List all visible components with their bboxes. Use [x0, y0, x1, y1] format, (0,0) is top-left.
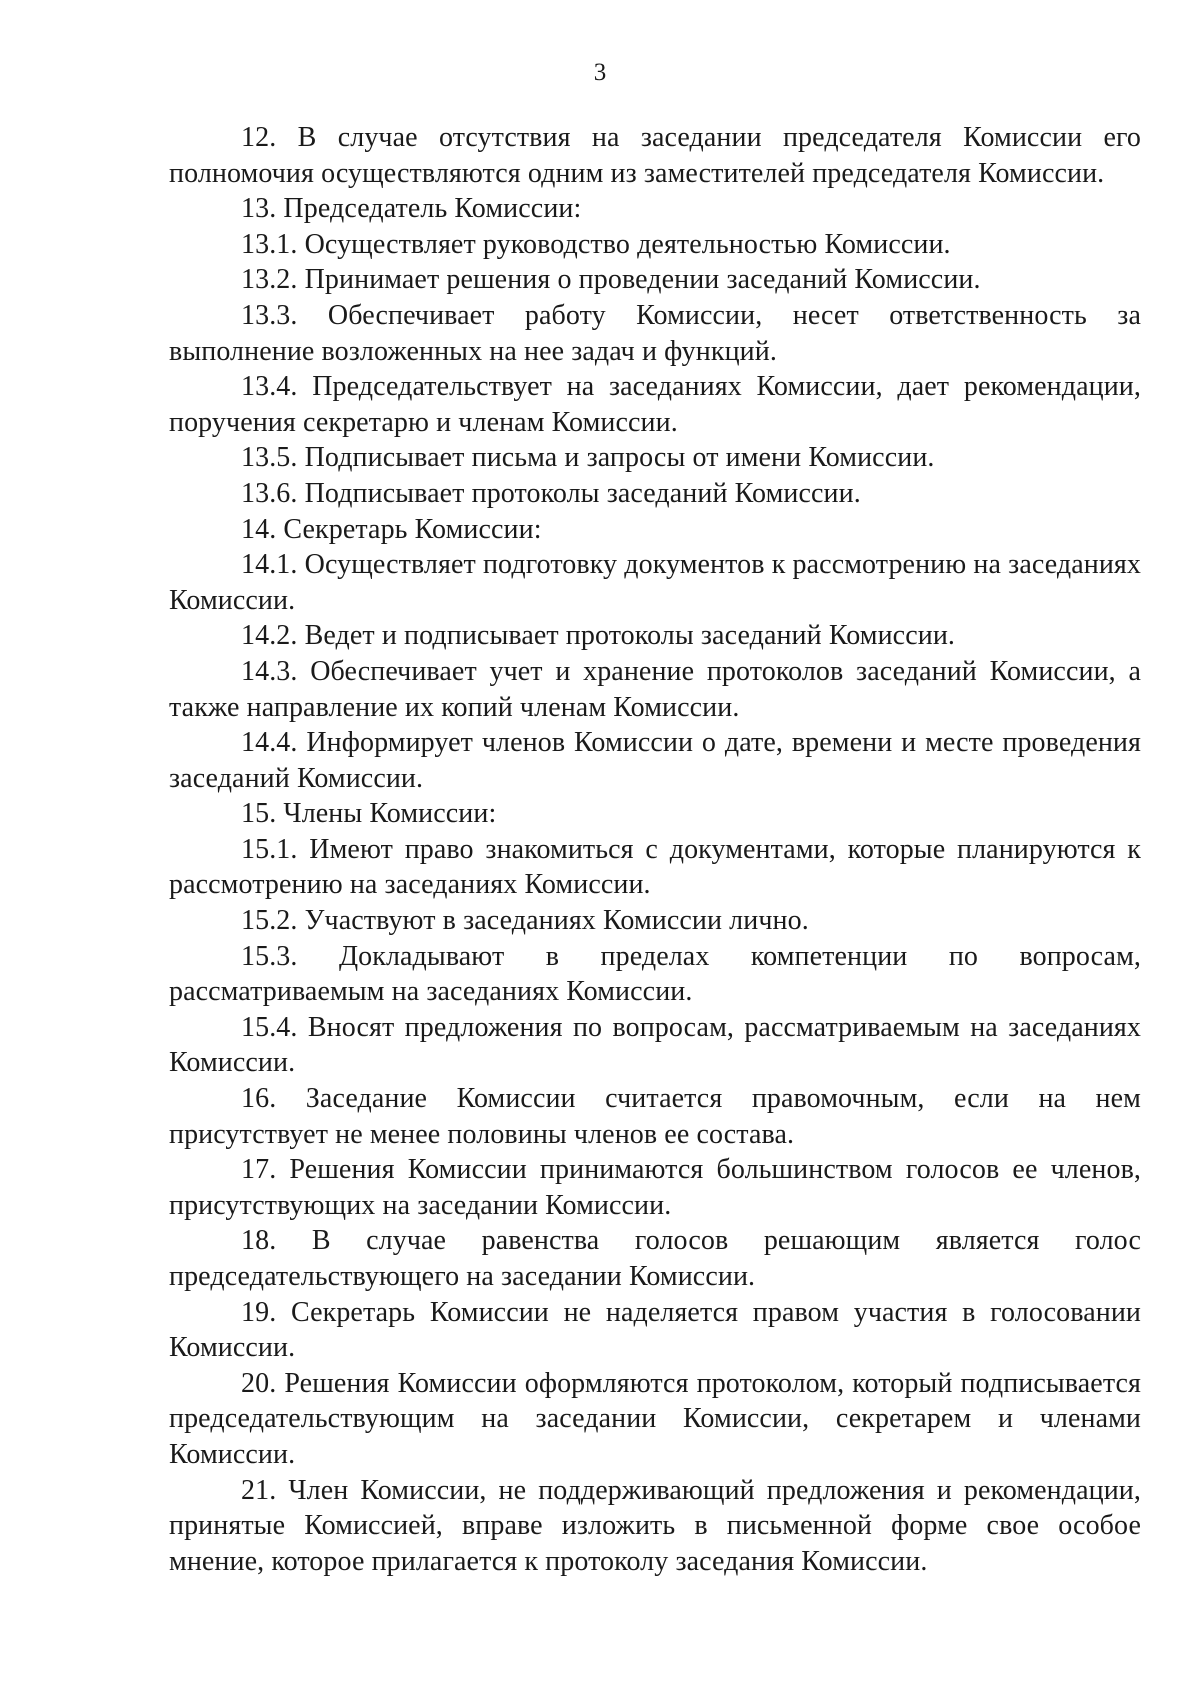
- page-number: 3: [593, 59, 607, 86]
- paragraph-20: 20. Решения Комиссии оформляются протоколом, который подписывается председательствующим на заседании Комиссии, секретарем и членами Комиссии.: [169, 1367, 1141, 1470]
- paragraph-15-2: 15.2. Участвуют в заседаниях Комиссии лично.: [241, 905, 809, 937]
- paragraph-14-2: 14.2. Ведет и подписывает протоколы заседаний Комиссии.: [241, 620, 956, 652]
- paragraph-14-4: 14.4. Информирует членов Комиссии о дате, времени и месте проведения заседаний Комиссии.: [169, 727, 1141, 794]
- paragraph-15-1: 15.1. Имеют право знакомиться с документами, которые планируются к рассмотрению на заседаниях Комиссии.: [169, 833, 1141, 901]
- paragraph-13: 13. Председатель Комиссии:: [241, 193, 582, 225]
- paragraph-15: 15. Члены Комиссии:: [241, 798, 497, 830]
- paragraph-15-3: 15.3. Докладывают в пределах компетенции по вопросам, рассматриваемым на заседаниях Комиссии.: [169, 940, 1141, 1008]
- paragraph-13-1: 13.1. Осуществляет руководство деятельностью Комиссии.: [241, 228, 951, 260]
- paragraph-21: 21. Член Комиссии, не поддерживающий предложения и рекомендации, принятые Комиссией, вправе изложить в письменной форме свое особое мнение, которое прилагается к протоколу заседания Комиссии.: [169, 1474, 1141, 1577]
- paragraph-12: 12. В случае отсутствия на заседании председателя Комиссии его полномочия осуществляются одним из заместителей председателя Комиссии.: [169, 122, 1141, 189]
- paragraph-15-4: 15.4. Вносят предложения по вопросам, рассматриваемым на заседаниях Комиссии.: [169, 1011, 1141, 1079]
- paragraph-16: 16. Заседание Комиссии считается правомочным, если на нем присутствует не менее половины членов ее состава.: [169, 1083, 1141, 1150]
- paragraph-13-3: 13.3. Обеспечивает работу Комиссии, несет ответственность за выполнение возложенных на нее задач и функций.: [169, 299, 1141, 367]
- paragraph-18: 18. В случае равенства голосов решающим является голос председательствующего на заседании Комиссии.: [169, 1225, 1141, 1292]
- paragraph-13-5: 13.5. Подписывает письма и запросы от имени Комиссии.: [241, 442, 935, 474]
- document-body: [169, 120, 1141, 1579]
- paragraph-17: 17. Решения Комиссии принимаются большинством голосов ее членов, присутствующих на заседании Комиссии.: [169, 1154, 1141, 1221]
- paragraph-14: 14. Секретарь Комиссии:: [241, 513, 542, 545]
- paragraph-13-6: 13.6. Подписывает протоколы заседаний Комиссии.: [241, 477, 861, 509]
- paragraph-14-1: 14.1. Осуществляет подготовку документов к рассмотрению на заседаниях Комиссии.: [169, 549, 1141, 616]
- paragraph-19: 19. Секретарь Комиссии не наделяется правом участия в голосовании Комиссии.: [169, 1296, 1141, 1364]
- paragraph-13-2: 13.2. Принимает решения о проведении заседаний Комиссии.: [241, 264, 981, 296]
- paragraph-14-3: 14.3. Обеспечивает учет и хранение протоколов заседаний Комиссии, а также направление их копий членам Комиссии.: [169, 655, 1141, 723]
- paragraph-13-4: 13.4. Председательствует на заседаниях Комиссии, дает рекомендации, поручения секретарю и членам Комиссии.: [169, 371, 1141, 438]
